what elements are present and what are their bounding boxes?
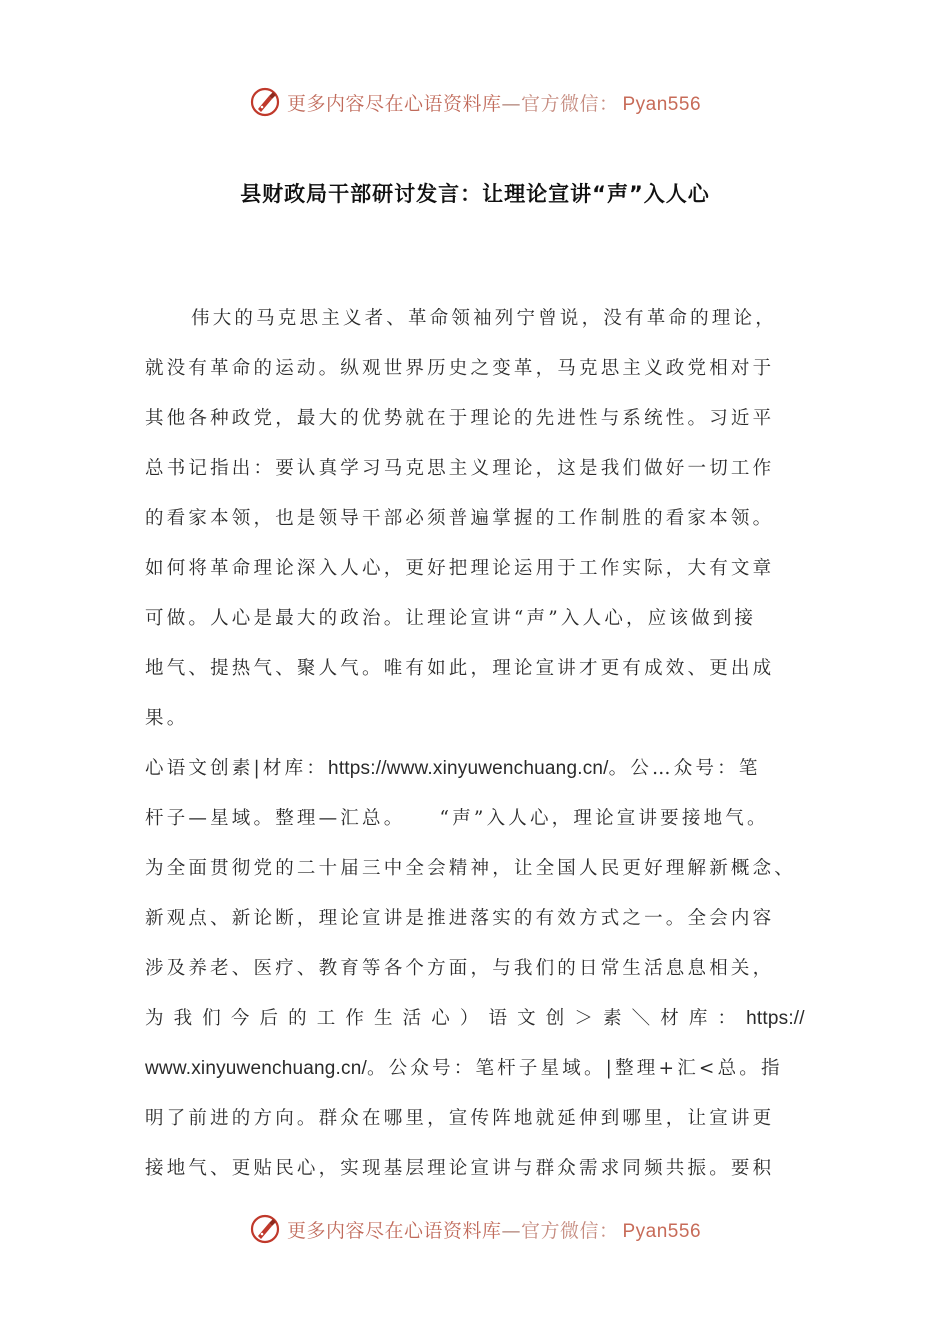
char: 作: [345, 1008, 364, 1029]
watermark-url: www.xinyuwenchuang.cn/: [145, 1058, 367, 1079]
document-title: 县财政局干部研讨发言：让理论宣讲“声”入人心: [240, 182, 710, 206]
footer-banner: [0, 1209, 950, 1249]
char: 创: [545, 1008, 565, 1029]
header-banner: [0, 82, 950, 122]
paragraph-line: 就没有革命的运动。纵观世界历史之变革，马克思主义政党相对于: [145, 358, 775, 379]
paragraph-line: 可做。人心是最大的政治。让理论宣讲“声”入人心，应该做到接: [145, 608, 757, 629]
char: 活: [402, 1008, 422, 1029]
watermark-spread-line: [145, 994, 805, 1044]
banner-text: [287, 1216, 701, 1243]
paragraph-line: 的看家本领，也是领导干部必须普遍掌握的工作制胜的看家本领。: [145, 508, 775, 529]
paragraph-line: 为全面贯彻党的二十届三中全会精神，让全国人民更好理解新概念、: [145, 858, 797, 879]
paragraph-line: 果。: [145, 708, 189, 729]
char: 素: [603, 1008, 622, 1029]
banner-wechat-label: 官方微信：: [520, 1219, 619, 1242]
banner-site-text: 更多内容尽在心语资料库: [286, 92, 502, 115]
char: 文: [517, 1008, 536, 1029]
char: 为: [145, 1008, 164, 1029]
banner-dash: —: [501, 1219, 521, 1242]
banner-dash: —: [501, 92, 521, 115]
watermark-suffix: 。公…众号：笔: [608, 758, 761, 779]
char: 心: [431, 1008, 450, 1029]
char: 生: [374, 1008, 393, 1029]
char: 的: [288, 1008, 307, 1029]
char: 库: [688, 1008, 708, 1029]
paragraph-line: 杆子—星域。整理—汇总。 “声”入人心，理论宣讲要接地气。: [145, 808, 769, 829]
char: ＞: [574, 1008, 593, 1029]
char: 工: [316, 1008, 336, 1029]
watermark-line: [145, 1044, 825, 1094]
watermark-suffix: 。公众号：笔杆子星域。|整理+汇<总。指: [366, 1058, 783, 1079]
char: 材: [660, 1008, 679, 1029]
watermark-url: https://www.xinyuwenchuang.cn/: [328, 758, 609, 779]
watermark-prefix: 心语文创素|材库：: [145, 758, 329, 779]
char: ＼: [631, 1008, 651, 1029]
banner-account: Pyan556: [622, 93, 702, 115]
char: 语: [488, 1008, 508, 1029]
char: 后: [259, 1008, 279, 1029]
document-body: [145, 294, 825, 1194]
paragraph-line: 总书记指出：要认真学习马克思主义理论，这是我们做好一切工作: [145, 458, 775, 479]
pen-nib-logo-icon: [249, 1213, 281, 1245]
char: ：: [717, 1008, 737, 1029]
banner-text: [287, 89, 701, 116]
char: 们: [202, 1008, 221, 1029]
banner-wechat-label: 官方微信：: [520, 92, 619, 115]
paragraph-line: 接地气、更贴民心，实现基层理论宣讲与群众需求同频共振。要积: [145, 1158, 775, 1179]
paragraph-line: 伟大的马克思主义者、革命领袖列宁曾说，没有革命的理论，: [191, 308, 777, 329]
banner-site-text: 更多内容尽在心语资料库: [286, 1219, 502, 1242]
paragraph-line: 涉及养老、医疗、教育等各个方面，与我们的日常生活息息相关，: [145, 958, 775, 979]
pen-nib-logo-icon: [249, 86, 281, 118]
char: 今: [230, 1008, 250, 1029]
watermark-line: [145, 744, 825, 794]
paragraph-line: 地气、提热气、聚人气。唯有如此，理论宣讲才更有成效、更出成: [145, 658, 775, 679]
paragraph-line: 如何将革命理论深入人心，更好把理论运用于工作实际，大有文章: [145, 558, 775, 579]
watermark-url-start: https://: [746, 1008, 805, 1029]
char: 我: [173, 1008, 193, 1029]
banner-account: Pyan556: [622, 1220, 702, 1242]
paragraph-line: 明了前进的方向。群众在哪里，宣传阵地就延伸到哪里，让宣讲更: [145, 1108, 775, 1129]
paragraph-line: 新观点、新论断，理论宣讲是推进落实的有效方式之一。全会内容: [145, 908, 775, 929]
paragraph-line: 其他各种政党，最大的优势就在于理论的先进性与系统性。习近平: [145, 408, 775, 429]
char: ）: [459, 1008, 479, 1029]
